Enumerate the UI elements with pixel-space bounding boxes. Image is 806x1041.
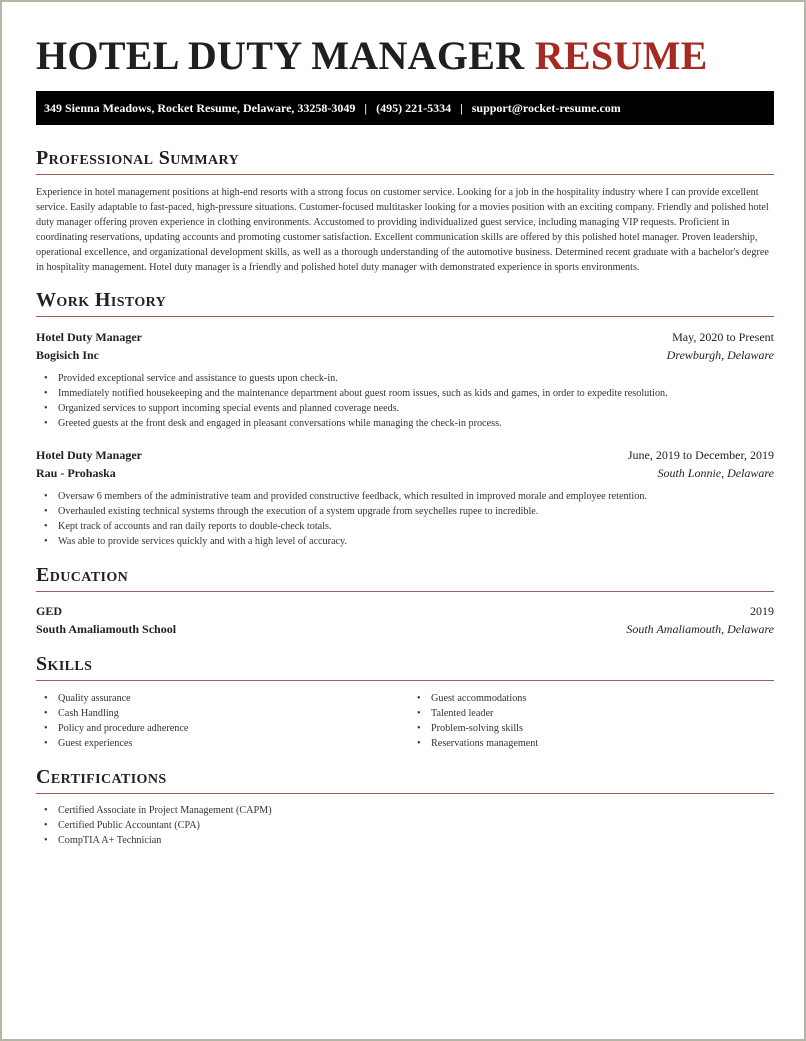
job-company: Bogisich Inc: [36, 348, 100, 362]
certifications-heading: Certifications: [36, 766, 774, 794]
skill-item: • Cash Handling: [58, 706, 188, 721]
job-dates: May, 2020 to Present: [672, 330, 774, 344]
skill-item: • Problem-solving skills: [431, 721, 538, 736]
job-title: Hotel Duty Manager: [36, 330, 142, 344]
summary-heading: Professional Summary: [36, 147, 774, 175]
list-item: • Organized services to support incoming special events and planned coverage needs.: [58, 401, 668, 416]
list-item: • Greeted guests at the front desk and engaged in pleasant conversations while managing the check-in process.: [58, 416, 668, 431]
job-location: Drewburgh, Delaware: [666, 348, 774, 362]
education-school-row: [36, 621, 774, 637]
certification-item: • Certified Public Accountant (CPA): [58, 818, 272, 833]
list-item: • Was able to provide services quickly and with a high level of accuracy.: [58, 534, 647, 549]
job-bullets: [58, 489, 647, 549]
list-item: • Provided exceptional service and assistance to guests upon check-in.: [58, 371, 668, 386]
contact-separator: |: [460, 101, 463, 115]
job-bullets: [58, 371, 668, 431]
summary-text: Experience in hotel management positions at high-end resorts with a strong focus on customer service. Looking for a job in the hospitality industry where I can provide excellent service. Easily adaptable to fast-paced, high-pressure situations. Customer-focused multitasker looking for a movies position with an exciting company. Friendly and polished hotel duty manager offering proven experience in clothing environments. Accustomed to providing individualized guest service, including managing VIP requests. Proficient in coordinating reservations, updating accounts and promoting customer satisfaction. Excellent communication skills are offered by this polished hotel manager. Proven leadership, operational excellence, and organizational development skills, as well as a thorough understanding of the automotive business. Determined recent graduate with a bachelor's degree in hospitality management. Hotel duty manager is a friendly and polished hotel duty manager with demonstrated experience in sports environments.: [36, 187, 769, 273]
education-header: [36, 603, 774, 619]
job-header: [36, 447, 774, 463]
job-company: Rau - Prohaska: [36, 466, 116, 480]
list-item: • Overhauled existing technical systems through the execution of a system upgrade from seychelles rupee to incredible.: [58, 504, 647, 519]
job-header: [36, 329, 774, 345]
list-item: • Kept track of accounts and ran daily reports to double-check totals.: [58, 519, 647, 534]
contact-phone[interactable]: (495) 221-5334: [376, 101, 452, 115]
skill-item: • Guest accommodations: [431, 691, 538, 706]
contact-email[interactable]: support@rocket-resume.com: [471, 101, 621, 115]
skill-item: • Quality assurance: [58, 691, 188, 706]
education-location: South Amaliamouth, Delaware: [626, 622, 774, 636]
skill-item: • Reservations management: [431, 736, 538, 751]
work-history-heading: Work History: [36, 289, 774, 317]
certification-item: • Certified Associate in Project Management (CAPM): [58, 803, 272, 818]
skill-item: • Policy and procedure adherence: [58, 721, 188, 736]
list-item: • Immediately notified housekeeping and the maintenance department about guest room issues, such as kids and games, in order to expedite resolution.: [58, 386, 668, 401]
education-year: 2019: [750, 604, 774, 618]
job-title: Hotel Duty Manager: [36, 448, 142, 462]
contact-separator: |: [364, 101, 368, 115]
list-item: • Oversaw 6 members of the administrative team and provided constructive feedback, which resulted in improved morale and employee retention.: [58, 489, 647, 504]
skill-item: • Guest experiences: [58, 736, 188, 751]
job-dates: June, 2019 to December, 2019: [627, 448, 774, 462]
title-accent: RESUME: [534, 33, 708, 78]
contact-address: 349 Sienna Meadows, Rocket Resume, Delaware, 33258-3049: [44, 101, 356, 115]
skill-item: • Talented leader: [431, 706, 538, 721]
contact-bar: [36, 91, 774, 125]
title-main: HOTEL DUTY MANAGER: [36, 33, 525, 78]
resume-title: [36, 32, 708, 79]
education-degree: GED: [36, 604, 63, 618]
certifications-list: [58, 803, 272, 848]
job-company-row: [36, 347, 774, 363]
job-location: South Lonnie, Delaware: [657, 466, 774, 480]
skills-list-left: [58, 691, 188, 751]
job-company-row: [36, 465, 774, 481]
skills-heading: Skills: [36, 653, 774, 681]
education-school: South Amaliamouth School: [36, 622, 177, 636]
skills-list-right: [431, 691, 538, 751]
certification-item: • CompTIA A+ Technician: [58, 833, 272, 848]
education-heading: Education: [36, 564, 774, 592]
